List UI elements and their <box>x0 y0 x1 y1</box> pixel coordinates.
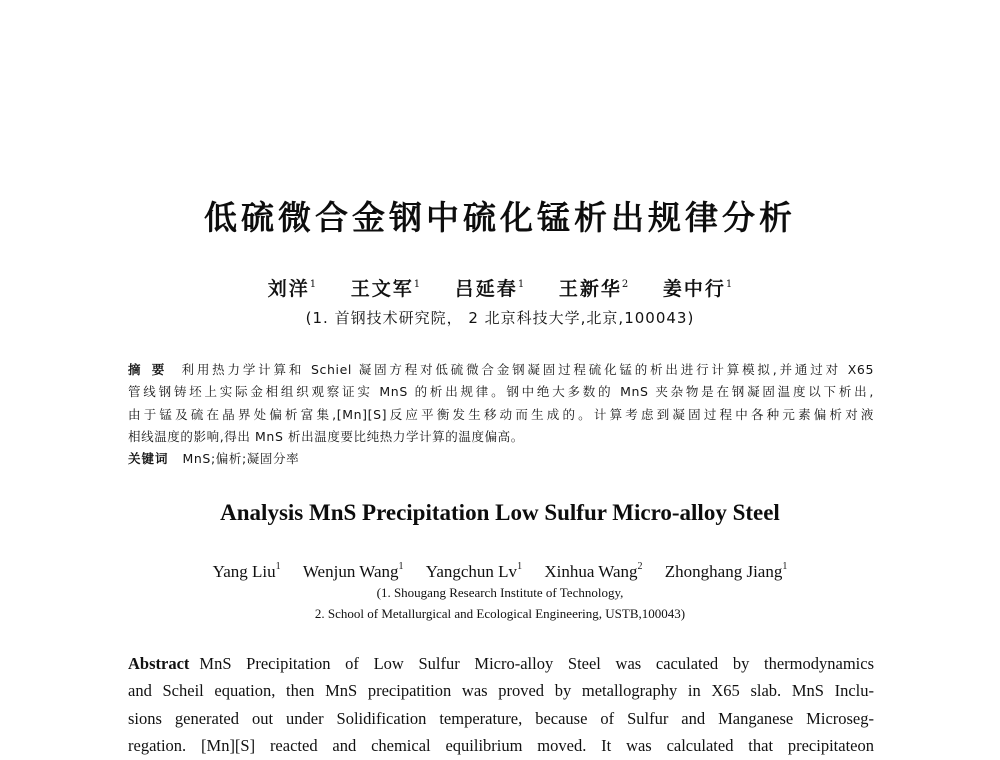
keywords-cn-value: MnS;偏析;凝固分率 <box>182 451 300 467</box>
author-cn: 吕延春$^1$ <box>454 278 525 300</box>
chinese-title: 低硫微合金钢中硫化锰析出规律分析 <box>204 198 796 237</box>
english-abstract <box>128 650 874 759</box>
chinese-abstract <box>128 359 874 470</box>
author-cn: 王新华$^2$ <box>558 278 629 300</box>
author-en: Yangchun Lv$^1$ <box>425 561 523 581</box>
author-cn: 姜中行$^1$ <box>662 278 733 300</box>
abstract-cn-line: 管线钢铸坯上实际金相组织观察证实 MnS 的析出规律。钢中绝大多数的 MnS 夹杂物是在钢凝固温度以下析出, <box>128 384 874 400</box>
author-en: Zhonghang Jiang$^1$ <box>664 561 788 581</box>
author-en: Yang Liu$^1$ <box>212 561 281 581</box>
author-cn: 刘洋$^1$ <box>267 278 317 300</box>
abstract-cn-line: 摘要 利用热力学计算和 Schiel 凝固方程对低硫微合金钢凝固过程硫化锰的析出进行计算模拟,并通过对 X65 <box>128 362 874 377</box>
abstract-en-line: sions generated out under Solidification temperature, because of Sulfur and Manganese Microseg- <box>128 708 874 728</box>
abstract-en-label: Abstract <box>128 654 190 673</box>
abstract-en-line: and Scheil equation, then MnS precipatition was proved by metallography in X65 slab. MnS Inclu- <box>128 681 874 701</box>
english-author-list <box>0 555 1000 584</box>
abstract-cn-line: 由于锰及硫在晶界处偏析富集,[Mn][S]反应平衡发生移动而生成的。计算考虑到凝固过程中各种元素偏析对液 <box>128 406 874 422</box>
chinese-author-list <box>0 272 1000 302</box>
keywords-cn-label: 关键词 <box>128 451 169 467</box>
keywords-cn <box>128 448 874 470</box>
chinese-affiliation: (1. 首钢技术研究院， 2 北京科技大学,北京,100043) <box>305 309 695 327</box>
abstract-cn-label: 摘要 <box>128 362 176 377</box>
english-affiliation-2: 2. School of Metallurgical and Ecological Engineering, USTB,100043) <box>314 606 686 621</box>
author-en: Xinhua Wang$^2$ <box>544 561 643 581</box>
abstract-en-line: regation. [Mn][S] reacted and chemical equilibrium moved. It was calculated that precipitateon <box>128 735 874 755</box>
author-en: Wenjun Wang$^1$ <box>302 561 404 581</box>
abstract-en-line: Abstract MnS Precipitation of Low Sulfur Micro-alloy Steel was caculated by thermodynamics <box>128 654 874 673</box>
author-cn: 王文军$^1$ <box>350 278 421 300</box>
english-affiliation-1: (1. Shougang Research Institute of Technology, <box>376 585 624 600</box>
abstract-cn-line: 相线温度的影响,得出 MnS 析出温度要比纯热力学计算的温度偏高。 <box>128 428 524 444</box>
english-title: Analysis MnS Precipitation Low Sulfur Micro-alloy Steel <box>220 500 780 525</box>
